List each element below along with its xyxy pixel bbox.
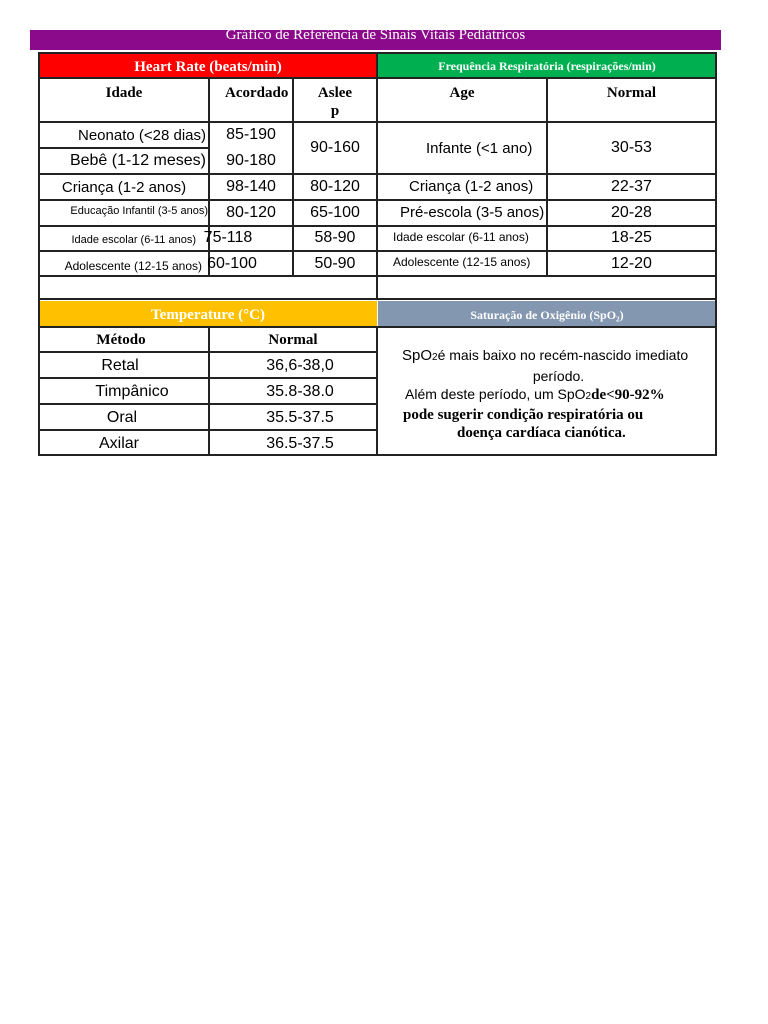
temp-method-3: Axilar (98, 435, 139, 452)
spo2-line-3: Além deste período, um SpO2de<90-92% (405, 386, 665, 403)
resp-age-1: Criança (1-2 anos) (409, 177, 534, 195)
resp-age-2: Pré-escola (3-5 anos) (400, 203, 545, 221)
temperature-band (39, 301, 377, 327)
resp-age-0: Infante (<1 ano) (426, 139, 533, 157)
resp-header-age: Age (449, 84, 475, 101)
resp-normal-4: 12-20 (611, 255, 652, 272)
hr-age-1: Bebê (1-12 meses) (69, 152, 206, 169)
temp-normal-0: 36,6-38,0 (266, 357, 334, 374)
temp-header-normal: Normal (268, 331, 318, 348)
table-border-right (715, 52, 717, 456)
temp-method-2: Oral (106, 409, 138, 426)
resp-normal-1: 22-37 (611, 178, 652, 195)
temp-method-1: Timpânico (95, 383, 169, 400)
hr-asleep-3: 65-100 (310, 204, 360, 221)
resp-normal-3: 18-25 (611, 229, 652, 246)
respiratory-band (378, 54, 716, 78)
resp-age-4: Adolescente (12-15 anos) (393, 255, 531, 269)
hr-awake-3: 80-120 (226, 204, 276, 221)
spo2-line-5: doença cardíaca cianótica. (457, 425, 626, 441)
spo2-line-1: SpO2é mais baixo no recém-nascido imediato (402, 347, 689, 364)
temp-normal-2: 35.5-37.5 (266, 409, 334, 426)
heart-rate-band-label: Heart Rate (beats/min) (134, 59, 282, 75)
hr-asleep-merged: 90-160 (310, 139, 360, 156)
hr-awake-1: 90-180 (226, 152, 276, 169)
hr-awake-0: 85-190 (226, 126, 276, 143)
temp-method-0: Retal (101, 357, 139, 374)
hr-header-age: Idade (105, 84, 143, 101)
resp-normal-0: 30-53 (611, 139, 652, 156)
hr-header-asleep-line1: Aslee (317, 85, 353, 101)
spo2-band-label: Saturação de Oxigênio (SpO₂) (470, 308, 624, 322)
hr-age-0: Neonato (<28 dias) (78, 126, 206, 144)
grid-line (38, 326, 717, 328)
hr-age-4: Idade escolar (6-11 anos) (71, 234, 196, 246)
hr-age-2: Criança (1-2 anos) (61, 178, 187, 196)
spo2-note (380, 346, 715, 442)
temp-normal-1: 35.8-38.0 (266, 383, 334, 400)
grid-line (38, 298, 717, 300)
respiratory-band-label: Frequência Respiratória (respirações/min) (438, 59, 656, 73)
hr-asleep-2: 80-120 (310, 178, 360, 195)
page-title: Gráfico de Referência de Sinais Vitais Pediátricos (225, 27, 526, 43)
temp-normal-3: 36.5-37.5 (266, 435, 334, 452)
resp-normal-2: 20-28 (611, 204, 652, 221)
spo2-line-4: pode sugerir condição respiratória ou (403, 407, 644, 423)
hr-age-5: Adolescente (12-15 anos) (64, 259, 202, 273)
grid-line (38, 77, 717, 79)
spo2-line-2: período. (532, 368, 585, 384)
hr-asleep-4: 58-90 (314, 229, 356, 246)
temp-header-method: Método (96, 331, 146, 348)
hr-header-awake: Acordado (225, 84, 289, 101)
resp-header-normal: Normal (606, 84, 657, 101)
hr-asleep-5: 50-90 (314, 255, 356, 272)
hr-awake-4: 75-118 (203, 229, 253, 246)
hr-age-3: Educação Infantil (3-5 anos) (70, 205, 208, 217)
spo2-band (378, 301, 716, 327)
resp-age-3: Idade escolar (6-11 anos) (393, 230, 529, 244)
hr-header-asleep (294, 84, 376, 120)
temperature-band-label: Temperature (°C) (151, 307, 265, 323)
hr-awake-2: 98-140 (226, 178, 276, 195)
hr-header-asleep-line2: p (330, 103, 340, 119)
hr-awake-5: 60-100 (207, 255, 257, 272)
heart-rate-band (39, 54, 377, 78)
